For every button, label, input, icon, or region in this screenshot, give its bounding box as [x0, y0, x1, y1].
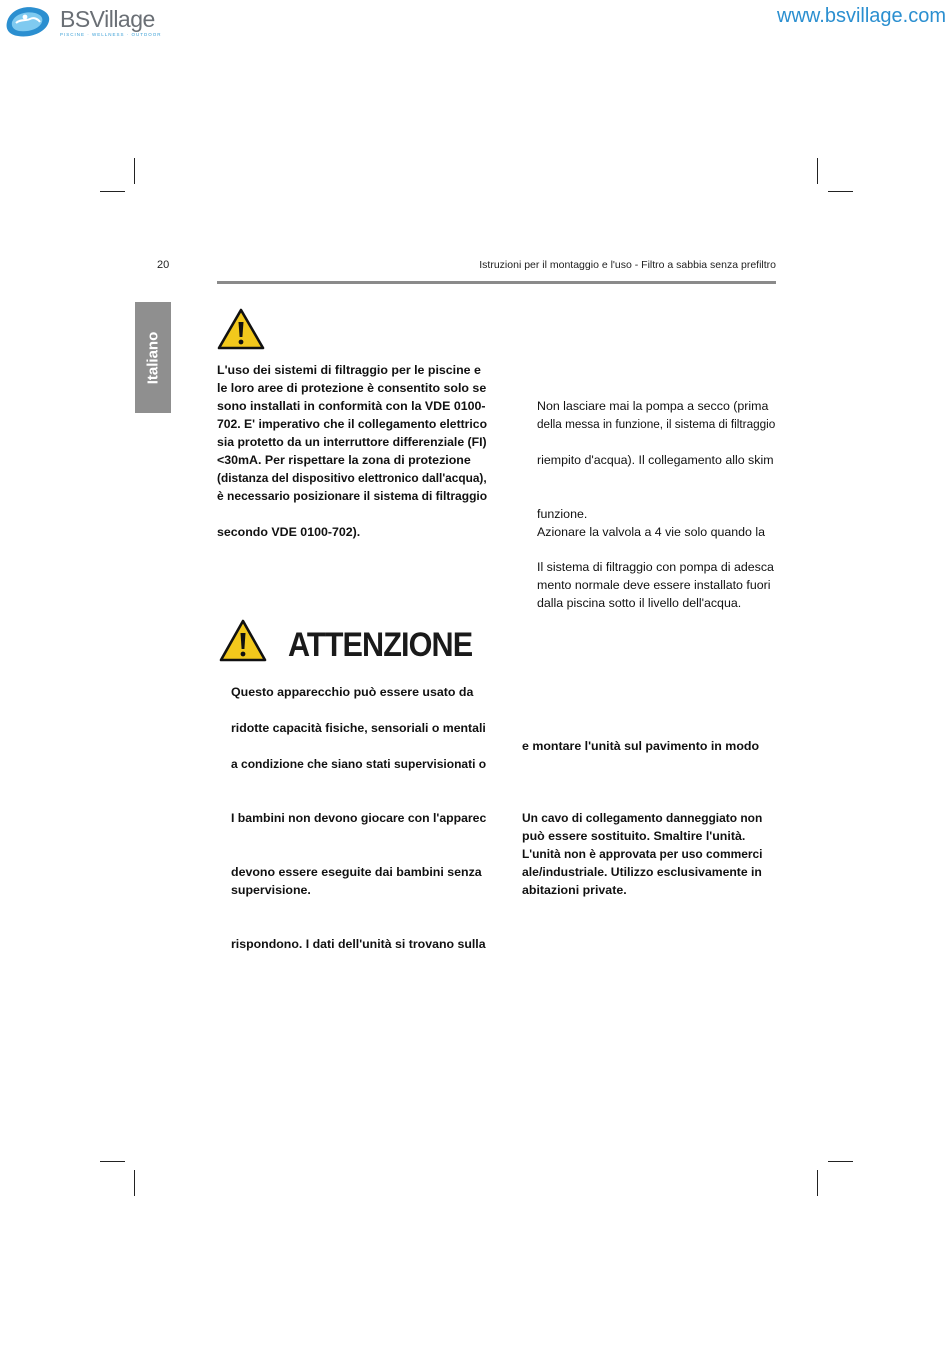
header-rule [217, 281, 776, 284]
language-tab-label: Italiano [144, 331, 162, 384]
warning-right-line: e montare l'unità sul pavimento in modo [522, 739, 760, 753]
warning-left-line: ridotte capacità fisiche, sensoriali o mentali [231, 721, 486, 735]
right-top-line: dalla piscina sotto il livello dell'acqua. [537, 596, 742, 610]
section1-line: (distanza del dispositivo elettronico dall'acqua), [217, 471, 487, 485]
crop-mark [817, 1170, 818, 1196]
warning-right-line: Un cavo di collegamento danneggiato non [522, 811, 763, 825]
brand-name: BSVillage [60, 6, 155, 32]
brand-logo[interactable] [4, 2, 162, 42]
warning-triangle-icon [217, 308, 265, 350]
crop-mark [134, 1170, 135, 1196]
right-top-line: Non lasciare mai la pompa a secco (prima [537, 399, 769, 413]
language-tab [135, 302, 171, 413]
section1-line: secondo VDE 0100-702). [217, 525, 361, 539]
right-top-line: funzione. [537, 507, 588, 521]
warning-left-line: Questo apparecchio può essere usato da [231, 685, 474, 699]
warning-left-line: a condizione che siano stati supervisionati o [231, 757, 487, 771]
section1-line: <30mA. Per rispettare la zona di protezione [217, 453, 471, 467]
section1-line: L'uso dei sistemi di filtraggio per le piscine e [217, 363, 481, 377]
right-top-line: riempito d'acqua). Il collegamento allo skim [537, 453, 774, 467]
warning-left-line: devono essere eseguite dai bambini senza [231, 865, 482, 879]
brand-tagline: PISCINE · WELLNESS · OUTDOOR [60, 32, 162, 37]
crop-mark [828, 191, 853, 192]
page-header-title: Istruzioni per il montaggio e l'uso - Filtro a sabbia senza prefiltro [479, 259, 776, 271]
warning-triangle-icon [219, 619, 267, 662]
section1-line: 702. E' imperativo che il collegamento elettrico [217, 417, 488, 431]
section1-line: le loro aree di protezione è consentito solo se [217, 381, 487, 395]
right-top-line: Il sistema di filtraggio con pompa di adesca [537, 560, 774, 574]
warning-title: ATTENZIONE [288, 626, 473, 664]
section1-line: sono installati in conformità con la VDE 0100- [217, 399, 486, 413]
warning-left-line: rispondono. I dati dell'unità si trovano sulla [231, 937, 486, 951]
crop-mark [100, 1161, 125, 1162]
section1-line: sia protetto da un interruttore differenziale (FI) [217, 435, 487, 449]
right-top-line: della messa in funzione, il sistema di filtraggio [537, 417, 776, 431]
bsvillage-logo-icon [4, 2, 54, 42]
warning-right-line: ale/industriale. Utilizzo esclusivamente in [522, 865, 762, 879]
warning-right-line: abitazioni private. [522, 883, 627, 897]
crop-mark [100, 191, 125, 192]
page-number: 20 [157, 259, 170, 271]
crop-mark [134, 158, 135, 184]
right-top-line: mento normale deve essere installato fuori [537, 578, 771, 592]
warning-left-line: I bambini non devono giocare con l'apparec [231, 811, 487, 825]
crop-mark [828, 1161, 853, 1162]
warning-right-line: L'unità non è approvata per uso commerci [522, 847, 763, 861]
warning-right-line: può essere sostituito. Smaltire l'unità. [522, 829, 746, 843]
warning-left-line: supervisione. [231, 883, 311, 897]
site-url-link[interactable]: www.bsvillage.com [777, 5, 946, 27]
section1-line: è necessario posizionare il sistema di filtraggio [217, 489, 488, 503]
right-top-line: Azionare la valvola a 4 vie solo quando la [537, 525, 765, 539]
crop-mark [817, 158, 818, 184]
